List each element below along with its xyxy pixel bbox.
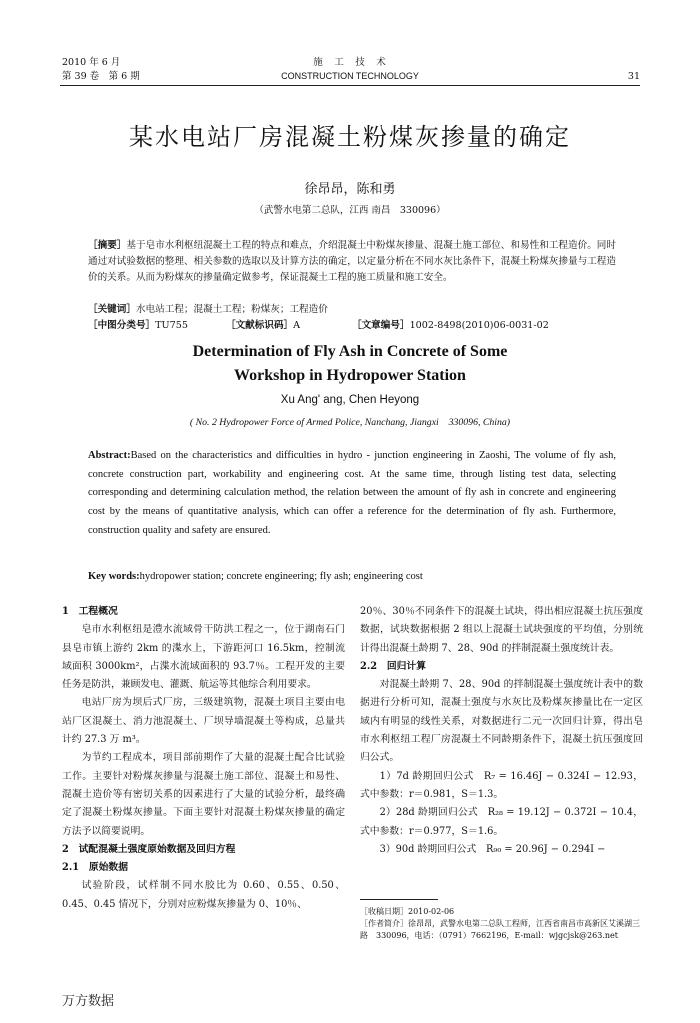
header-date: 2010 年 6 月 [62, 57, 121, 68]
paragraph: 皂市水利枢纽是澧水流域骨干防洪工程之一，位于湖南石门县皂市镇上游约 2km 的渫水上，下游距河口 16.5km，控制流域面积 3000km²，占渫水流域面积的 93.7％。工程开发的主要任务是防洪，兼顾发电、灌溉、航运等其他综合利用要求。 [62, 624, 345, 691]
paragraph: 对混凝土龄期 7、28、90d 的拌制混凝土强度统计表中的数据进行分析可知，混凝土强度与水灰比及粉煤灰掺量比在一定区域内有明显的线性关系，对数据进行二元一次回归计算，得出皂市水利枢纽工程厂房混凝土不同龄期条件下，混凝土抗压强度回归公式。 [360, 679, 643, 764]
title-en-line2: Workshop in Hydropower Station [234, 367, 466, 384]
doc-code [226, 318, 346, 334]
body-right-column [360, 603, 643, 859]
footnote-rule [360, 899, 438, 900]
title-cn: 某水电站厂房混凝土粉煤灰掺量的确定 [129, 123, 571, 151]
doc-value: A [293, 320, 301, 331]
keywords-en [88, 569, 616, 585]
header-journal-cn: 施 工 技 术 [313, 57, 387, 68]
article-number [352, 318, 622, 334]
abstract-cn-text: 基于皂市水利枢纽混凝土工程的特点和难点，介绍混凝土中粉煤灰掺量、混凝土施工部位、和易性和工程造价。同时通过对试验数据的整理、相关参数的选取以及计算方法的确定，以定量分析在不同水灰比条件下，混凝土粉煤灰掺量与工程造价的关系。从而为粉煤灰的掺量确定做参考，保证混凝土工程的施工质量和施工安全。 [88, 240, 617, 283]
formula-7d: 1）7d 龄期回归公式 R₇ = 16.46J − 0.324I − 12.93，式中参数：r＝0.981，S＝1.3。 [360, 770, 643, 800]
clc-value: TU755 [155, 320, 188, 331]
header-journal-en: CONSTRUCTION TECHNOLOGY [281, 71, 419, 81]
paragraph: 试验阶段，试样制不同水胶比为 0.60、0.55、0.50、0.45、0.45 情况下，分别对应粉煤灰掺量为 0、10％、 [62, 880, 345, 910]
abstract-en [88, 447, 616, 541]
title-en [0, 340, 700, 388]
footnote [360, 906, 643, 942]
footnote-bio: ［作者简介］徐昂昂，武警水电第二总队工程师，江西省南昌市高新区艾溪湖三路 330096，电话：（0791）7662196，E-mail：wjgcjsk@263.net [360, 919, 640, 940]
title-en-line1: Determination of Fly Ash in Concrete of Some [192, 343, 508, 360]
doc-label: ［文献标识码］ [226, 320, 294, 331]
keywords-cn [88, 302, 616, 318]
keywords-en-text: hydropower station; concrete engineering; fly ash; engineering cost [139, 571, 423, 582]
affiliation-en: ( No. 2 Hydropower Force of Armed Police, Nanchang, Jiangxi 330096, China) [189, 417, 511, 428]
affiliation-cn: （武警水电第二总队，江西 南昌 330096） [254, 205, 446, 216]
header-rule [60, 85, 640, 86]
paragraph: 20％、30％不同条件下的混凝土试块，得出相应混凝土抗压强度数据，试块数据根据 2 组以上混凝土试块强度的平均值，分别统计得出混凝土龄期 7、28、90d 的拌制混凝土强度统计表。 [360, 606, 643, 654]
formula-28d: 2）28d 龄期回归公式 R₂₈ = 19.12J − 0.372I − 10.4，式中参数：r＝0.977，S＝1.6。 [360, 807, 643, 837]
clc-label: ［中图分类号］ [88, 320, 156, 331]
authors-en: Xu Ang' ang, Chen Heyong [280, 394, 420, 406]
section-2-1-heading: 2.1 原始数据 [62, 862, 129, 874]
section-1-heading: 1 工程概况 [62, 606, 118, 617]
keywords-en-label: Key words: [88, 571, 140, 582]
footnote-received: ［收稿日期］2010-02-06 [360, 907, 455, 916]
keywords-cn-text: 水电站工程；混凝土工程；粉煤灰；工程造价 [135, 304, 328, 315]
article-value: 1002-8498(2010)06-0031-02 [409, 320, 549, 331]
keywords-cn-label: ［关键词］ [88, 304, 136, 315]
abstract-cn-label: ［摘要］ [88, 240, 127, 251]
watermark: 万方数据 [62, 994, 115, 1009]
header-volume: 第 39 卷 第 6 期 [62, 71, 140, 82]
abstract-en-label: Abstract: [88, 450, 131, 461]
formula-90d: 3）90d 龄期回归公式 R₉₀ = 20.96J − 0.294I − [379, 843, 606, 855]
article-label: ［文章编号］ [352, 320, 410, 331]
section-2-2-heading: 2.2 回归计算 [360, 660, 427, 672]
section-2-heading: 2 试配混凝土强度原始数据及回归方程 [62, 843, 236, 855]
abstract-cn [88, 238, 616, 286]
paragraph: 为节约工程成本，项目部前期作了大量的混凝土配合比试验工作。主要针对粉煤灰掺量与混凝土施工部位、混凝土和易性、混凝土造价等有密切关系的因素进行了大量的试验分析，最终确定了混凝土粉煤灰掺量。下面主要针对混凝土粉煤灰掺量的确定方法予以简要说明。 [62, 752, 345, 837]
abstract-en-text: Based on the characteristics and difficulties in hydro - junction engineering in Zaoshi, The volume of fly ash, concrete construction part, workability and engineering cost. At the same time, through listing test data, selecting corresponding and determining calculation method, the relation between the amount of fly ash in concrete and engineering cost by the means of quantitative analysis, which can offer a reference for the determination of fly ash. Furthermore, construction quality and safety are ensured. [88, 450, 616, 536]
authors-cn: 徐昂昂，陈和勇 [304, 182, 396, 197]
body-left-column [62, 603, 345, 914]
header-page-number: 31 [627, 71, 640, 82]
paragraph: 电站厂房为坝后式厂房，三级建筑物，混凝土项目主要由电站厂区混凝土、消力池混凝土、厂坝导墙混凝土等构成，总量共计约 27.3 万 m³。 [62, 697, 345, 746]
